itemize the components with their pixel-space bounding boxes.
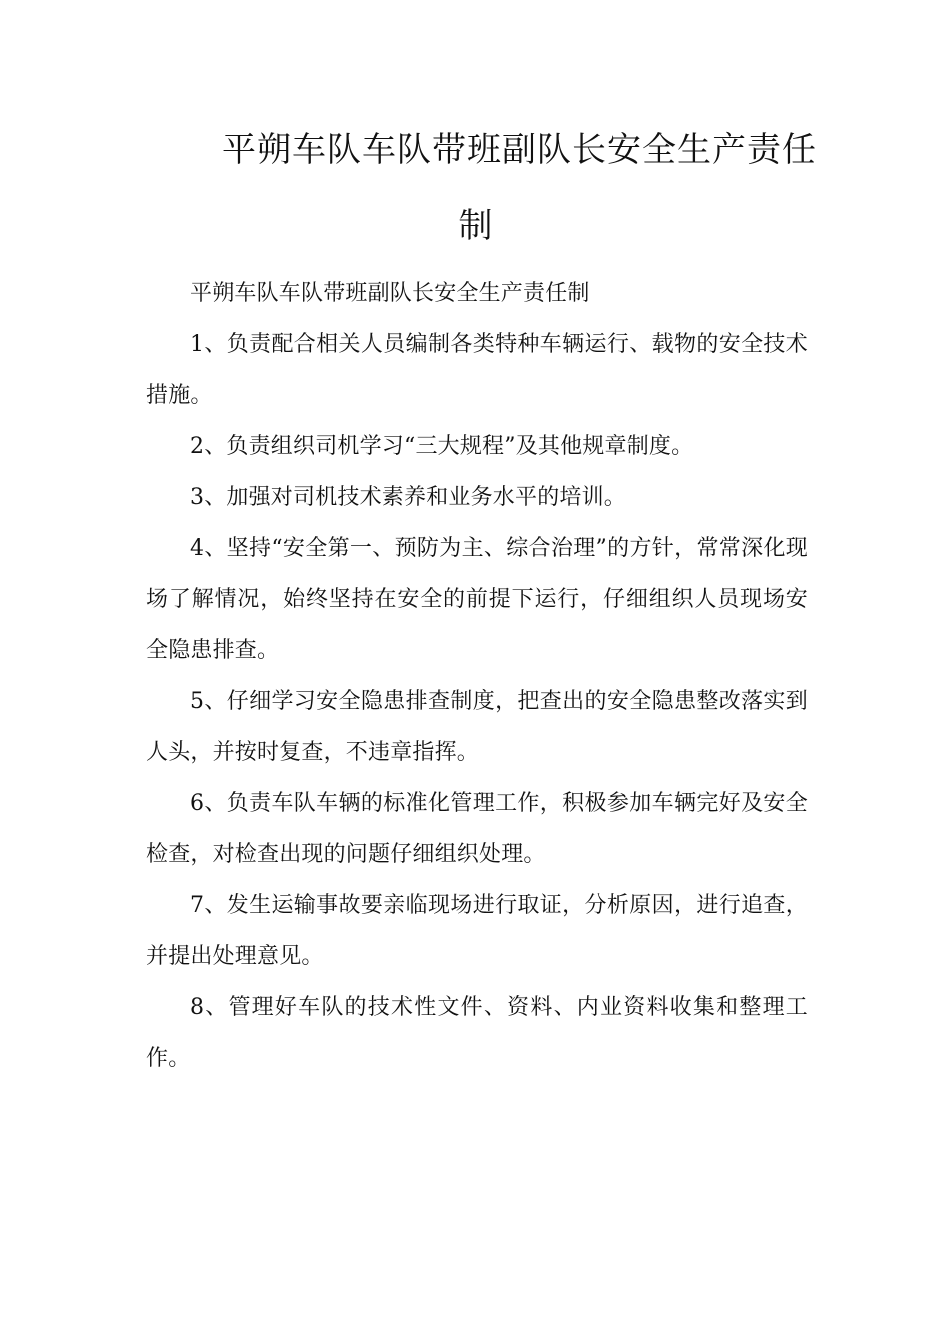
- clause-1: 1、负责配合相关人员编制各类特种车辆运行、载物的安全技术措施。: [146, 332, 808, 408]
- clause-4: 4、坚持“安全第一、预防为主、综合治理”的方针，常常深化现场了解情况，始终坚持在安全的前提下运行，仔细组织人员现场安全隐患排查。: [146, 536, 808, 663]
- document-body: [146, 268, 808, 1084]
- clause-8: 8、管理好车队的技术性文件、资料、内业资料收集和整理工作。: [146, 995, 808, 1071]
- clause-2: 2、负责组织司机学习“三大规程”及其他规章制度。: [190, 434, 694, 459]
- title-line-2: 制: [458, 206, 494, 246]
- clause-5: 5、仔细学习安全隐患排查制度，把查出的安全隐患整改落实到人头，并按时复查，不违章指挥。: [146, 689, 808, 765]
- document-subtitle: 平朔车队车队带班副队长安全生产责任制: [190, 281, 590, 306]
- clause-3: 3、加强对司机技术素养和业务水平的培训。: [190, 485, 626, 510]
- clause-7: 7、发生运输事故要亲临现场进行取证，分析原因，进行追查，并提出处理意见。: [146, 893, 808, 969]
- clause-6: 6、负责车队车辆的标准化管理工作，积极参加车辆完好及安全检查，对检查出现的问题仔细组织处理。: [146, 791, 808, 867]
- title-line-1: 平朔车队车队带班副队长安全生产责任: [222, 130, 817, 170]
- document-title: [146, 112, 817, 264]
